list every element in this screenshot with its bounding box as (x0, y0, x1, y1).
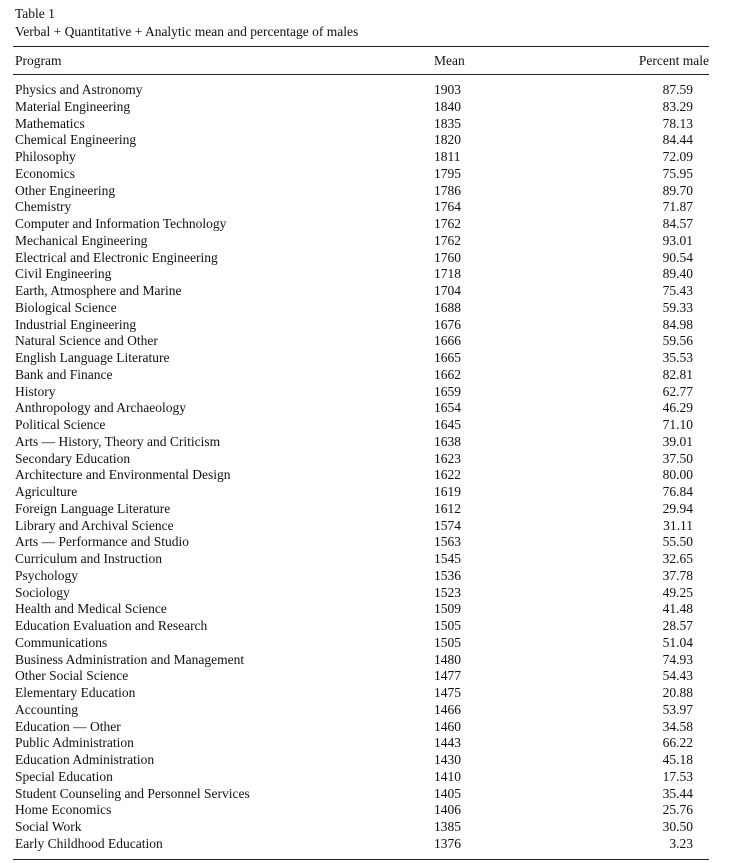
cell-program: Early Childhood Education (15, 835, 163, 851)
cell-program: Education — Other (15, 718, 121, 734)
cell-mean: 1662 (434, 366, 461, 382)
cell-mean: 1623 (434, 450, 461, 466)
cell-percent-male: 34.58 (662, 718, 693, 734)
cell-mean: 1505 (434, 618, 461, 633)
cell-program: Psychology (15, 567, 79, 583)
cell-mean: 1676 (434, 316, 461, 332)
cell-percent-male: 3.23 (669, 835, 693, 851)
cell-percent-male: 45.18 (662, 752, 693, 767)
table-row (0, 551, 735, 568)
cell-percent-male: 54.43 (662, 668, 693, 684)
cell-program: Education Administration (15, 752, 155, 767)
cell-program: Chemical Engineering (15, 132, 137, 148)
cell-percent-male: 17.53 (662, 768, 693, 784)
table-row (0, 769, 735, 786)
cell-mean: 1903 (434, 82, 461, 97)
cell-percent-male: 39.01 (662, 433, 693, 449)
cell-mean: 1820 (434, 132, 461, 148)
cell-percent-male: 84.98 (662, 316, 693, 332)
cell-mean: 1795 (434, 165, 461, 181)
cell-percent-male: 37.50 (662, 450, 693, 466)
cell-mean: 1835 (434, 115, 461, 131)
table-row (0, 317, 735, 334)
cell-program: Electrical and Electronic Engineering (15, 249, 218, 265)
cell-percent-male: 75.95 (662, 165, 693, 181)
cell-program: Health and Medical Science (15, 601, 167, 617)
cell-program: Architecture and Environmental Design (15, 467, 231, 483)
cell-program: Mathematics (15, 115, 85, 131)
cell-program: English Language Literature (15, 350, 170, 365)
table-row (0, 518, 735, 535)
cell-program: Bank and Finance (15, 366, 113, 382)
cell-percent-male: 59.33 (662, 299, 693, 315)
cell-program: Computer and Information Technology (15, 216, 227, 231)
table-row (0, 836, 735, 853)
cell-mean: 1475 (434, 685, 461, 700)
cell-mean: 1654 (434, 400, 461, 416)
cell-program: Physics and Astronomy (15, 82, 143, 97)
table-row (0, 635, 735, 652)
cell-percent-male: 75.43 (662, 283, 693, 298)
cell-percent-male: 89.40 (662, 266, 693, 282)
cell-program: Home Economics (15, 802, 112, 818)
cell-percent-male: 59.56 (662, 333, 693, 349)
bottom-rule (13, 859, 709, 860)
table-row (0, 216, 735, 233)
cell-program: Accounting (15, 701, 78, 717)
table-row (0, 199, 735, 216)
table-row (0, 585, 735, 602)
cell-program: Foreign Language Literature (15, 500, 171, 516)
cell-program: Agriculture (15, 484, 78, 499)
cell-mean: 1466 (434, 701, 461, 717)
cell-program: Industrial Engineering (15, 316, 137, 332)
cell-percent-male: 93.01 (662, 232, 693, 248)
table-row (0, 166, 735, 183)
table-row (0, 668, 735, 685)
cell-program: Natural Science and Other (15, 333, 158, 349)
table-row (0, 467, 735, 484)
cell-mean: 1563 (434, 534, 461, 550)
cell-percent-male: 41.48 (662, 601, 693, 617)
cell-percent-male: 66.22 (662, 735, 693, 751)
cell-mean: 1430 (434, 752, 461, 767)
header-percent-male: Percent male (638, 53, 709, 68)
table-row (0, 266, 735, 283)
cell-mean: 1574 (434, 517, 461, 533)
cell-program: Economics (15, 165, 75, 181)
table-row (0, 568, 735, 585)
cell-program: Civil Engineering (15, 266, 112, 282)
cell-program: Political Science (15, 417, 106, 432)
cell-mean: 1762 (434, 232, 461, 248)
cell-program: Arts — History, Theory and Criticism (15, 433, 221, 449)
cell-program: Material Engineering (15, 98, 131, 114)
cell-program: Public Administration (15, 735, 134, 751)
cell-percent-male: 84.57 (662, 216, 693, 231)
table-row (0, 384, 735, 401)
cell-program: Philosophy (15, 149, 76, 164)
table-row (0, 484, 735, 501)
cell-program: Curriculum and Instruction (15, 551, 162, 566)
table-row (0, 501, 735, 518)
cell-percent-male: 46.29 (662, 400, 693, 416)
cell-mean: 1536 (434, 567, 461, 583)
cell-percent-male: 72.09 (662, 149, 693, 164)
cell-percent-male: 20.88 (662, 685, 693, 700)
cell-program: Chemistry (15, 199, 72, 215)
cell-mean: 1762 (434, 216, 461, 231)
cell-program: Secondary Education (15, 450, 131, 466)
cell-percent-male: 78.13 (662, 115, 693, 131)
cell-program: Mechanical Engineering (15, 232, 148, 248)
cell-mean: 1760 (434, 249, 461, 265)
cell-percent-male: 32.65 (662, 551, 693, 566)
table-row (0, 233, 735, 250)
cell-percent-male: 51.04 (662, 634, 693, 650)
cell-mean: 1405 (434, 785, 461, 801)
top-rule (13, 46, 709, 47)
cell-percent-male: 71.10 (662, 417, 693, 432)
cell-percent-male: 37.78 (662, 567, 693, 583)
cell-program: Special Education (15, 768, 113, 784)
cell-program: Elementary Education (15, 685, 136, 700)
cell-percent-male: 30.50 (662, 819, 693, 834)
cell-mean: 1840 (434, 98, 461, 114)
cell-percent-male: 49.25 (662, 584, 693, 600)
cell-percent-male: 89.70 (662, 182, 693, 198)
cell-mean: 1612 (434, 500, 461, 516)
cell-mean: 1443 (434, 735, 461, 751)
table-row (0, 82, 735, 99)
cell-percent-male: 29.94 (662, 500, 693, 516)
cell-mean: 1406 (434, 802, 461, 818)
table-row (0, 350, 735, 367)
cell-percent-male: 82.81 (662, 366, 693, 382)
table-row (0, 149, 735, 166)
table-row (0, 652, 735, 669)
cell-program: Education Evaluation and Research (15, 618, 208, 633)
cell-program: History (15, 383, 56, 399)
cell-percent-male: 87.59 (662, 82, 693, 97)
cell-mean: 1505 (434, 634, 461, 650)
cell-mean: 1410 (434, 768, 461, 784)
table-row (0, 719, 735, 736)
cell-mean: 1622 (434, 467, 461, 483)
cell-mean: 1666 (434, 333, 461, 349)
cell-percent-male: 28.57 (662, 618, 693, 633)
cell-percent-male: 76.84 (662, 484, 693, 499)
cell-mean: 1477 (434, 668, 461, 684)
table-row (0, 132, 735, 149)
table-row (0, 451, 735, 468)
cell-mean: 1480 (434, 651, 461, 667)
table-row (0, 300, 735, 317)
cell-mean: 1376 (434, 835, 461, 851)
table-row (0, 417, 735, 434)
cell-percent-male: 53.97 (662, 701, 693, 717)
table-row (0, 367, 735, 384)
cell-percent-male: 71.87 (662, 199, 693, 215)
header-mean: Mean (434, 53, 465, 68)
header-program: Program (15, 53, 62, 68)
cell-percent-male: 55.50 (662, 534, 693, 550)
table-row (0, 618, 735, 635)
cell-program: Sociology (15, 584, 70, 600)
table-caption: Verbal + Quantitative + Analytic mean and percentage of males (15, 24, 359, 39)
table-row (0, 534, 735, 551)
cell-program: Other Social Science (15, 668, 129, 684)
cell-mean: 1688 (434, 299, 461, 315)
table-row (0, 99, 735, 116)
cell-program: Anthropology and Archaeology (15, 400, 186, 416)
cell-mean: 1385 (434, 819, 461, 834)
cell-percent-male: 62.77 (662, 383, 693, 399)
table-row (0, 752, 735, 769)
cell-mean: 1786 (434, 182, 461, 198)
cell-program: Business Administration and Management (15, 651, 245, 667)
cell-percent-male: 35.44 (662, 785, 693, 801)
cell-mean: 1460 (434, 718, 461, 734)
table-row (0, 735, 735, 752)
cell-percent-male: 83.29 (662, 98, 693, 114)
table-body (0, 82, 735, 853)
header-rule (13, 74, 709, 75)
table-row (0, 250, 735, 267)
table-row (0, 819, 735, 836)
cell-mean: 1718 (434, 266, 461, 282)
table-label: Table 1 (15, 6, 55, 21)
table-row (0, 685, 735, 702)
cell-percent-male: 25.76 (662, 802, 693, 818)
cell-mean: 1638 (434, 433, 461, 449)
cell-program: Communications (15, 634, 108, 650)
cell-mean: 1509 (434, 601, 461, 617)
table-row (0, 601, 735, 618)
cell-percent-male: 80.00 (662, 467, 693, 483)
cell-percent-male: 90.54 (662, 249, 693, 265)
cell-program: Arts — Performance and Studio (15, 534, 189, 550)
cell-program: Student Counseling and Personnel Services (15, 785, 250, 801)
cell-mean: 1764 (434, 199, 461, 215)
cell-program: Social Work (15, 819, 82, 834)
cell-mean: 1704 (434, 283, 461, 298)
table-row (0, 116, 735, 133)
cell-mean: 1619 (434, 484, 461, 499)
cell-program: Earth, Atmosphere and Marine (15, 283, 182, 298)
cell-percent-male: 74.93 (662, 651, 693, 667)
table-row (0, 786, 735, 803)
table-row (0, 702, 735, 719)
cell-mean: 1523 (434, 584, 461, 600)
cell-mean: 1659 (434, 383, 461, 399)
cell-mean: 1645 (434, 417, 461, 432)
table-row (0, 802, 735, 819)
cell-mean: 1665 (434, 350, 461, 365)
cell-program: Other Engineering (15, 182, 116, 198)
cell-mean: 1811 (434, 149, 461, 164)
table-row (0, 333, 735, 350)
table-row (0, 434, 735, 451)
cell-program: Library and Archival Science (15, 517, 174, 533)
cell-percent-male: 35.53 (662, 350, 693, 365)
cell-program: Biological Science (15, 299, 117, 315)
table-row (0, 400, 735, 417)
cell-mean: 1545 (434, 551, 461, 566)
table-row (0, 283, 735, 300)
cell-percent-male: 84.44 (662, 132, 693, 148)
cell-percent-male: 31.11 (663, 517, 693, 533)
table-row (0, 183, 735, 200)
